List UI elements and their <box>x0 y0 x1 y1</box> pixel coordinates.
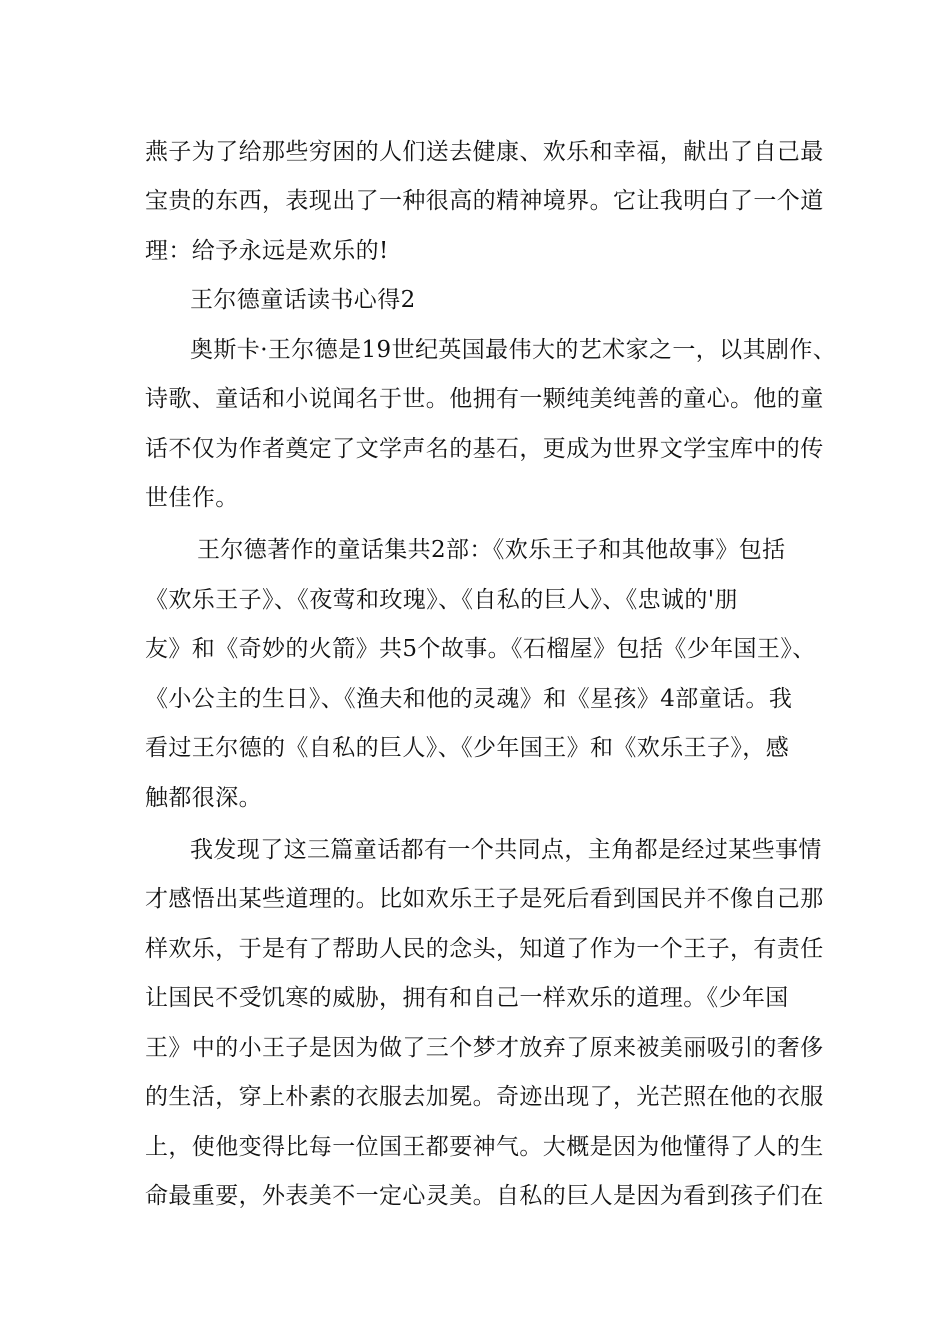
text-line: 的生活，穿上朴素的衣服去加冕。奇迹出现了，光芒照在他的衣服 <box>145 1084 824 1110</box>
text-line: 看过王尔德的《自私的巨人》、《少年国王》和《欢乐王子》，感 <box>145 735 790 761</box>
text-line: 宝贵的东西，表现出了一种很高的精神境界。它让我明白了一个道 <box>145 188 824 214</box>
text-line: 话不仅为作者奠定了文学声名的基石，更成为世界文学宝库中的传 <box>145 436 824 462</box>
text-line: 触都很深。 <box>145 785 262 811</box>
text-line: 《欢乐王子》、《夜莺和玫瑰》、《自私的巨人》、《忠诚的'朋 <box>145 587 738 613</box>
text-line: 王》中的小王子是因为做了三个梦才放弃了原来被美丽吸引的奢侈 <box>145 1035 824 1061</box>
text-line: 燕子为了给那些穷困的人们送去健康、欢乐和幸福，献出了自己最 <box>145 139 824 165</box>
text-line: 理：给予永远是欢乐的! <box>145 238 389 264</box>
text-line: 才感悟出某些道理的。比如欢乐王子是死后看到国民并不像自己那 <box>145 886 824 912</box>
text-line: 《小公主的生日》、《渔夫和他的灵魂》和《星孩》4部童话。我 <box>145 686 793 712</box>
text-line: 诗歌、童话和小说闻名于世。他拥有一颗纯美纯善的童心。他的童 <box>145 386 824 412</box>
text-line: 奥斯卡·王尔德是19世纪英国最伟大的艺术家之一，以其剧作、 <box>190 337 837 363</box>
text-line: 上，使他变得比每一位国王都要神气。大概是因为他懂得了人的生 <box>145 1134 824 1160</box>
text-line: 王尔德著作的童话集共2部：《欢乐王子和其他故事》包括 <box>197 537 786 563</box>
section-heading: 王尔德童话读书心得2 <box>190 287 416 313</box>
text-line: 样欢乐，于是有了帮助人民的念头，知道了作为一个王子，有责任 <box>145 936 824 962</box>
text-line: 让国民不受饥寒的威胁，拥有和自己一样欢乐的道理。《少年国 <box>145 985 789 1011</box>
text-line: 世佳作。 <box>145 485 239 511</box>
text-line: 友》和《奇妙的火箭》共5个故事。《石榴屋》包括《少年国王》、 <box>145 636 816 662</box>
text-line: 我发现了这三篇童话都有一个共同点，主角都是经过某些事情 <box>190 837 822 863</box>
text-line: 命最重要，外表美不一定心灵美。自私的巨人是因为看到孩子们在 <box>145 1183 824 1209</box>
